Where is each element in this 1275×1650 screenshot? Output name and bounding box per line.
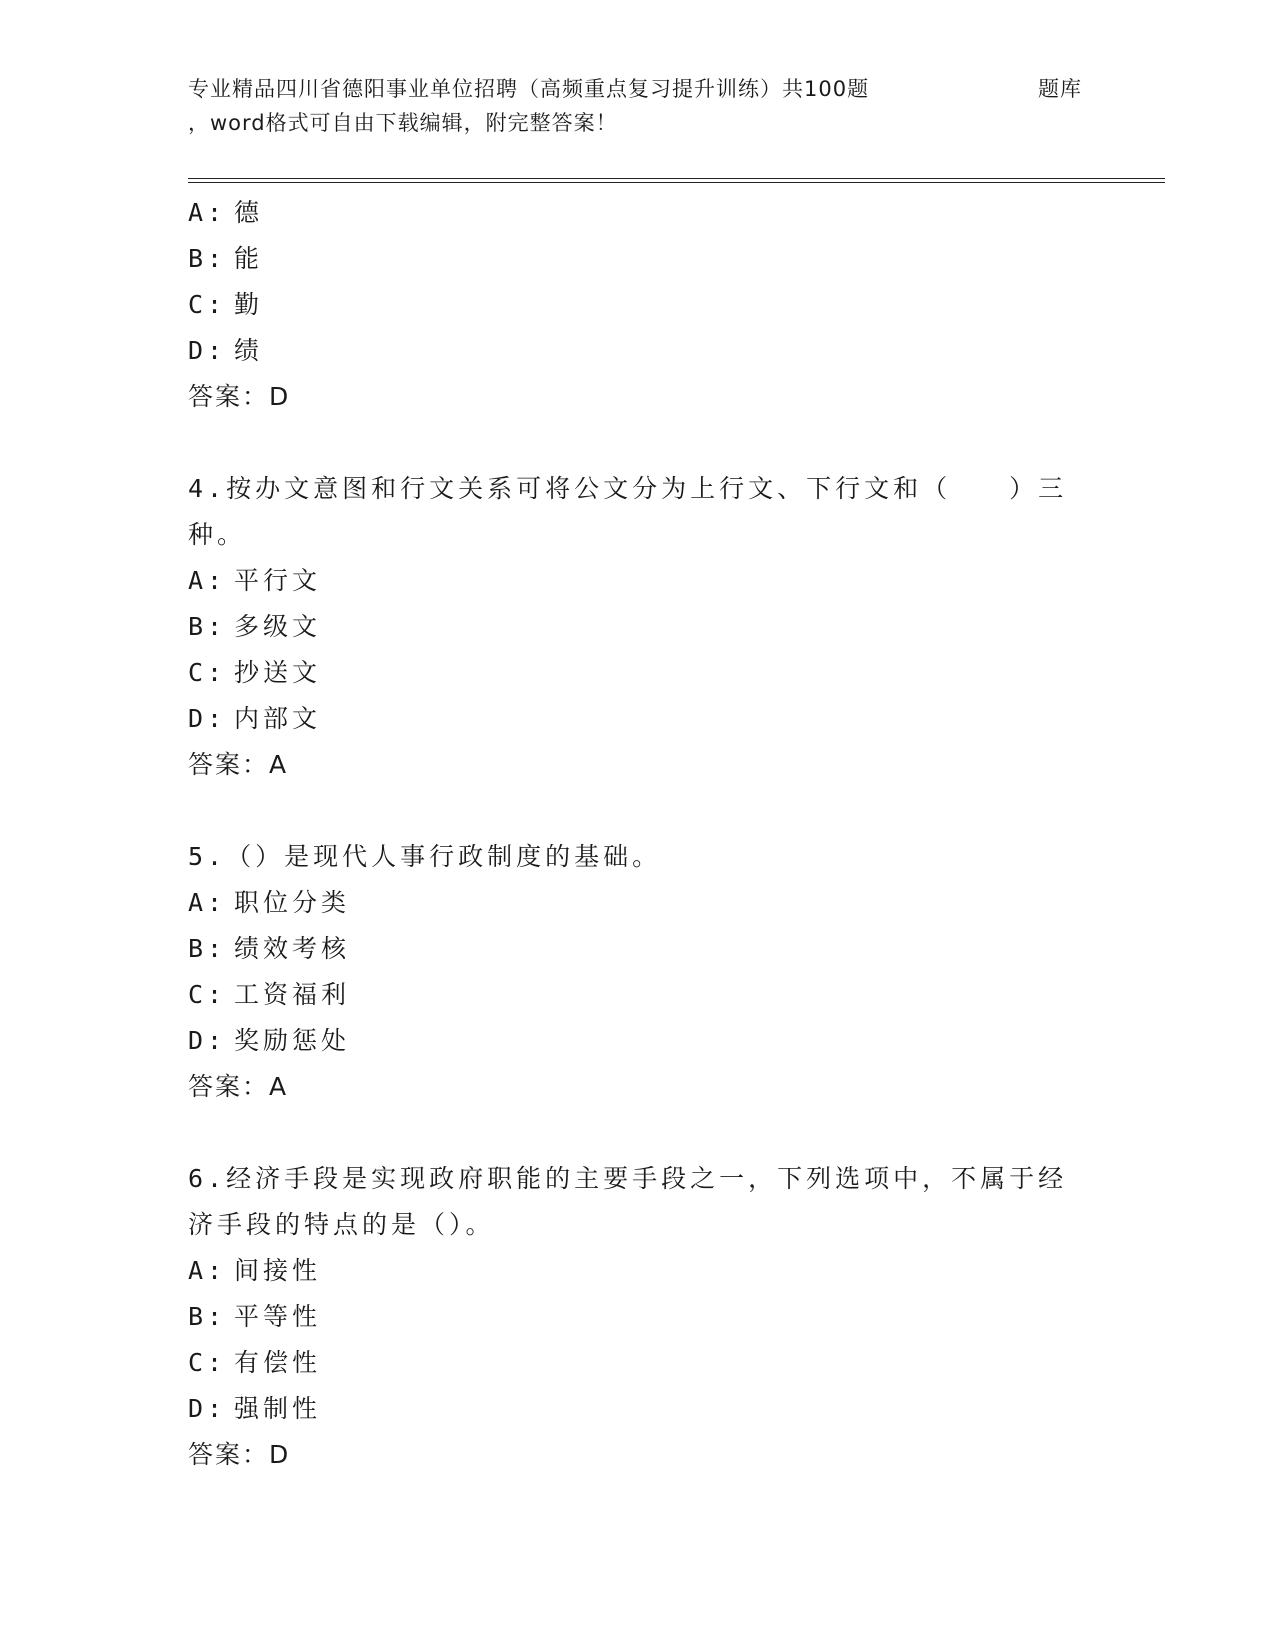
question-text: 4.按办文意图和行文关系可将公文分为上行文、下行文和（ ）三种。 [188, 474, 1068, 549]
option-text: 德 [234, 198, 264, 227]
option-c [188, 972, 1088, 1018]
option-letter: B: [188, 934, 227, 963]
answer-line: 答案：D [188, 382, 291, 411]
option-d [188, 696, 1088, 742]
question-text: 6.经济手段是实现政府职能的主要手段之一，下列选项中，不属于经济手段的特点的是（）。 [188, 1164, 1068, 1239]
option-letter: D: [188, 336, 227, 365]
header-title: 专业精品四川省德阳事业单位招聘（高频重点复习提升训练）共100题 [188, 77, 870, 101]
header-line [188, 72, 1088, 106]
option-b [188, 604, 1088, 650]
answer-line: 答案：D [188, 1440, 291, 1469]
option-b [188, 926, 1088, 972]
option-a [188, 880, 1088, 926]
option-letter: C: [188, 658, 227, 687]
question-block [188, 834, 1088, 1110]
header-subtitle: ，word格式可自由下载编辑，附完整答案！ [188, 111, 618, 135]
option-letter: B: [188, 612, 227, 641]
option-text: 有偿性 [234, 1348, 322, 1377]
option-d [188, 1386, 1088, 1432]
option-letter: B: [188, 1302, 227, 1331]
option-letter: D: [188, 1026, 227, 1055]
option-b [188, 1294, 1088, 1340]
option-text: 绩 [234, 336, 264, 365]
header-tag: 题库 [1038, 77, 1082, 101]
option-a [188, 1248, 1088, 1294]
option-d [188, 328, 1088, 374]
option-c [188, 650, 1088, 696]
option-letter: C: [188, 980, 227, 1009]
option-text: 勤 [234, 290, 264, 319]
option-letter: A: [188, 888, 227, 917]
option-text: 职位分类 [234, 888, 351, 917]
question-block [188, 466, 1088, 788]
option-text: 绩效考核 [234, 934, 351, 963]
option-text: 平行文 [234, 566, 322, 595]
option-text: 平等性 [234, 1302, 322, 1331]
option-letter: A: [188, 198, 227, 227]
option-letter: B: [188, 244, 227, 273]
option-letter: C: [188, 290, 227, 319]
header-divider-double [188, 182, 1165, 183]
option-letter: D: [188, 704, 227, 733]
option-text: 内部文 [234, 704, 322, 733]
option-b [188, 236, 1088, 282]
option-text: 能 [234, 244, 264, 273]
question-block [188, 1156, 1088, 1478]
option-c [188, 1340, 1088, 1386]
answer-line: 答案：A [188, 1072, 289, 1101]
question-block [188, 190, 1088, 420]
option-c [188, 282, 1088, 328]
option-text: 抄送文 [234, 658, 322, 687]
option-text: 多级文 [234, 612, 322, 641]
option-a [188, 190, 1088, 236]
option-letter: A: [188, 566, 227, 595]
option-a [188, 558, 1088, 604]
question-text: 5.（）是现代人事行政制度的基础。 [188, 842, 662, 871]
option-text: 奖励惩处 [234, 1026, 351, 1055]
option-letter: D: [188, 1394, 227, 1423]
option-d [188, 1018, 1088, 1064]
option-letter: A: [188, 1256, 227, 1285]
page-header [188, 72, 1088, 140]
answer-line: 答案：A [188, 750, 289, 779]
option-text: 间接性 [234, 1256, 322, 1285]
option-text: 强制性 [234, 1394, 322, 1423]
question-list [188, 190, 1088, 1478]
header-divider [188, 178, 1165, 179]
option-letter: C: [188, 1348, 227, 1377]
option-text: 工资福利 [234, 980, 351, 1009]
